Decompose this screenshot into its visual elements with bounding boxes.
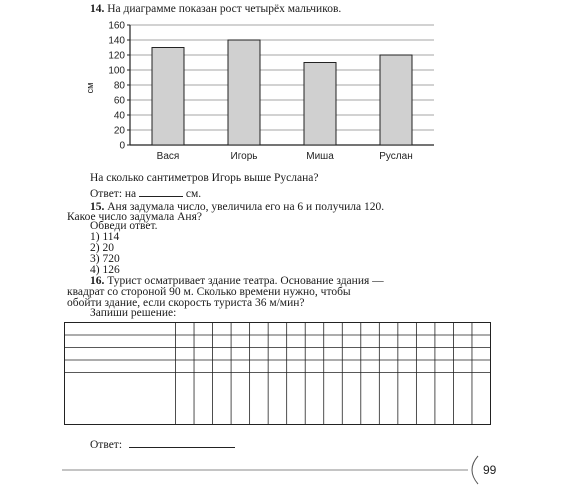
y-tick-label: 20 [113,125,125,137]
task16-answer-blank[interactable] [129,436,235,448]
chart-y-tick-labels [108,21,125,152]
x-tick-label: Вася [156,151,180,162]
solution-grid-columns [176,323,472,425]
task16-line3: обойти здание, если скорость туриста 36 м/мин? [67,297,305,309]
y-tick-label: 140 [108,35,125,47]
task15-instruction: Обведи ответ. [90,220,158,232]
bar-1 [152,48,184,146]
y-tick-label: 120 [108,50,125,62]
task14-header [90,3,341,16]
task15-option-4[interactable]: 4) 126 [90,264,120,276]
bar-2 [228,40,260,145]
bar-3 [304,63,336,146]
solution-grid-rows [65,335,491,373]
solution-grid[interactable] [64,322,494,426]
task15-line2: Какое число задумала Аня? [67,211,202,223]
task16-answer-label: Ответ: [90,439,123,451]
y-tick-label: 60 [113,95,125,107]
task15-text-1: Аня задумала число, увеличила его на 6 и получила 120. [107,201,385,213]
task15-option-2[interactable]: 2) 20 [90,242,114,254]
task15-option-1[interactable]: 1) 114 [90,231,120,243]
y-tick-label: 0 [119,140,125,152]
bar-4 [380,55,412,145]
x-tick-label: Руслан [379,151,413,162]
task15-option-3[interactable]: 3) 720 [90,253,120,265]
chart-x-tick-labels [157,151,413,162]
task16-line2: квадрат со стороной 90 м. Сколько времени нужно, чтобы [67,286,351,298]
chart-y-axis-label: см [85,82,95,94]
page-footer [0,450,564,490]
y-tick-label: 40 [113,110,125,122]
task15-options [90,232,120,276]
y-tick-label: 160 [108,20,125,32]
task14-question: На сколько сантиметров Игорь выше Руслана? [90,172,319,184]
page-number: 99 [483,463,497,477]
task16-number: 16. [90,275,105,287]
chart-bars [152,40,412,145]
task15-number: 15. [90,201,105,213]
task16-text-1: Турист осматривает здание театра. Основание здания — [107,275,384,287]
x-tick-label: Игорь [230,151,258,162]
task14-answer-prefix: Ответ: на [90,188,137,200]
y-tick-label: 80 [113,80,125,92]
solution-grid-border [65,323,491,425]
task14-number: 14. [90,3,105,15]
task16-solution-label: Запиши решение: [90,307,177,319]
x-tick-label: Миша [306,151,334,162]
height-bar-chart [78,18,448,168]
task14-answer-line [90,185,201,201]
task14-answer-blank[interactable] [139,185,183,197]
task14-answer-unit: см. [185,188,202,200]
y-tick-label: 100 [108,65,125,77]
task14-text: На диаграмме показан рост четырёх мальчиков. [107,3,342,15]
footer-page-bracket [472,456,478,484]
